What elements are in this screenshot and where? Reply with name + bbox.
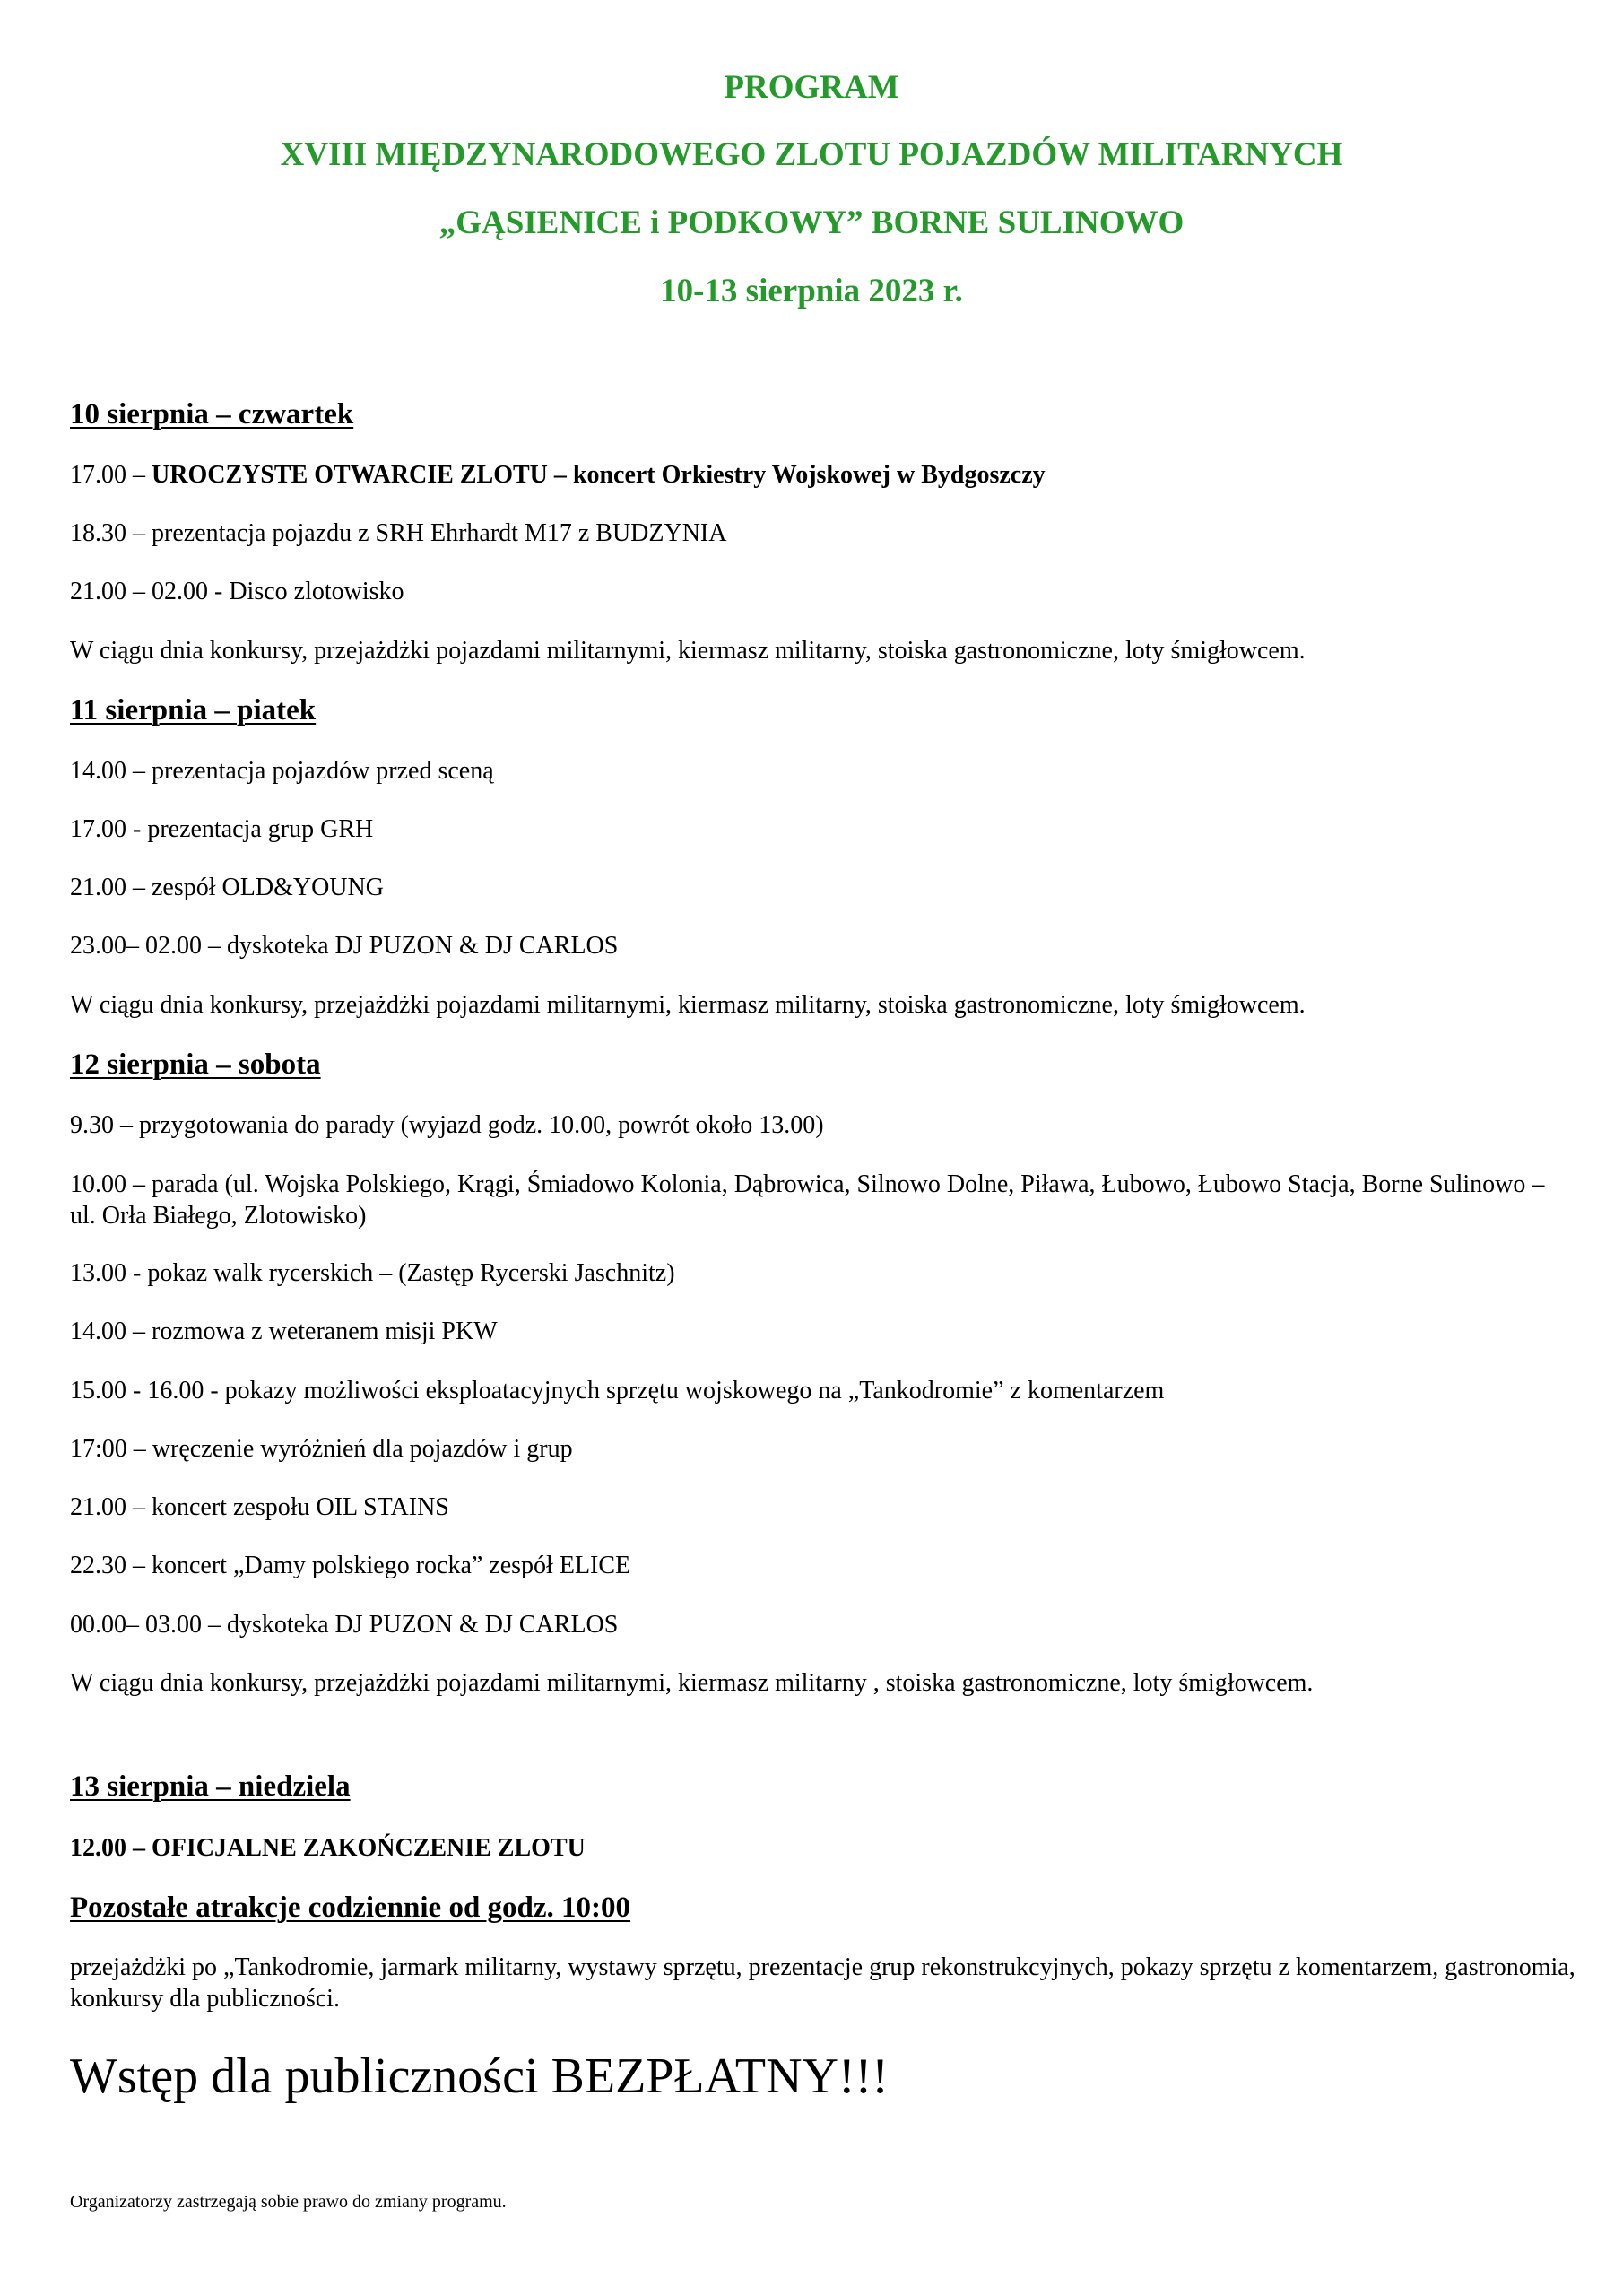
- organizer-disclaimer: Organizatorzy zastrzegają sobie prawo do zmiany programu.: [70, 2192, 507, 2212]
- program-item: 17.00 - prezentacja grup GRH: [70, 815, 374, 843]
- item-highlight: 12.00 – OFICJALNE ZAKOŃCZENIE ZLOTU: [70, 1834, 586, 1862]
- program-item: 15.00 - 16.00 - pokazy możliwości eksploatacyjnych sprzętu wojskowego na „Tankodromie” z komentarzem: [70, 1377, 1165, 1405]
- daily-attractions-note: W ciągu dnia konkursy, przejażdżki pojazdami militarnymi, kiermasz militarny , stoiska gastronomiczne, loty śmigłowcem.: [70, 1669, 1314, 1697]
- program-item: 10.00 – parada (ul. Wojska Polskiego, Krągi, Śmiadowo Kolonia, Dąbrowica, Silnowo Dolne, Piława, Łubowo, Łubowo Stacja, Borne Sulinowo – ul. Orła Białego, Zlotowisko): [70, 1170, 1545, 1230]
- day-heading-12-august: 12 sierpnia – sobota: [70, 1048, 321, 1081]
- item-highlight: UROCZYSTE OTWARCIE ZLOTU – koncert Orkiestry Wojskowej w Bydgoszczy: [152, 461, 1046, 489]
- event-name: XVIII MIĘDZYNARODOWEGO ZLOTU POJAZDÓW MILITARNYCH: [280, 136, 1343, 173]
- program-item: 23.00– 02.00 – dyskoteka DJ PUZON & DJ CARLOS: [70, 932, 619, 960]
- free-entry-notice: Wstęp dla publiczności BEZPŁATNY!!!: [70, 2048, 889, 2104]
- program-item: 13.00 - pokaz walk rycerskich – (Zastęp Rycerski Jaschnitz): [70, 1259, 675, 1287]
- program-item: 22.30 – koncert „Damy polskiego rocka” zespół ELICE: [70, 1552, 631, 1579]
- program-item: 21.00 – zespół OLD&YOUNG: [70, 874, 384, 901]
- program-item: [70, 459, 1576, 491]
- event-dates: 10-13 sierpnia 2023 r.: [660, 273, 963, 309]
- program-item: 14.00 – rozmowa z weteranem misji PKW: [70, 1318, 498, 1345]
- program-item: 00.00– 03.00 – dyskoteka DJ PUZON & DJ CARLOS: [70, 1611, 619, 1639]
- event-subtitle: „GĄSIENICE i PODKOWY” BORNE SULINOWO: [438, 204, 1185, 241]
- daily-attractions-note: W ciągu dnia konkursy, przejażdżki pojazdami militarnymi, kiermasz militarny, stoiska gastronomiczne, loty śmigłowcem.: [70, 637, 1306, 665]
- program-item: 21.00 – koncert zespołu OIL STAINS: [70, 1493, 449, 1521]
- program-item: 17:00 – wręczenie wyróżnień dla pojazdów i grup: [70, 1435, 573, 1463]
- program-item: 9.30 – przygotowania do parady (wyjazd godz. 10.00, powrót około 13.00): [70, 1111, 824, 1139]
- daily-attractions-note: W ciągu dnia konkursy, przejażdżki pojazdami militarnymi, kiermasz militarny, stoiska gastronomiczne, loty śmigłowcem.: [70, 991, 1306, 1019]
- item-time: 17.00 –: [70, 461, 152, 489]
- program-item: 21.00 – 02.00 - Disco zlotowisko: [70, 578, 404, 605]
- program-item: 14.00 – prezentacja pojazdów przed sceną: [70, 757, 494, 785]
- other-attractions-heading: Pozostałe atrakcje codziennie od godz. 10:00: [70, 1892, 631, 1924]
- day-heading-13-august: 13 sierpnia – niedziela: [70, 1770, 351, 1803]
- document-title: PROGRAM: [724, 69, 899, 106]
- day-heading-10-august: 10 sierpnia – czwartek: [70, 398, 354, 430]
- program-item: [70, 1832, 1576, 1864]
- program-item: 18.30 – prezentacja pojazdu z SRH Ehrhardt M17 z BUDZYNIA: [70, 519, 727, 547]
- other-attractions-text: przejażdżki po „Tankodromie, jarmark militarny, wystawy sprzętu, prezentacje grup rekonstrukcyjnych, pokazy sprzętu z komentarzem, gastronomia, konkursy dla publiczności.: [70, 1953, 1575, 2013]
- day-heading-11-august: 11 sierpnia – piatek: [70, 694, 317, 726]
